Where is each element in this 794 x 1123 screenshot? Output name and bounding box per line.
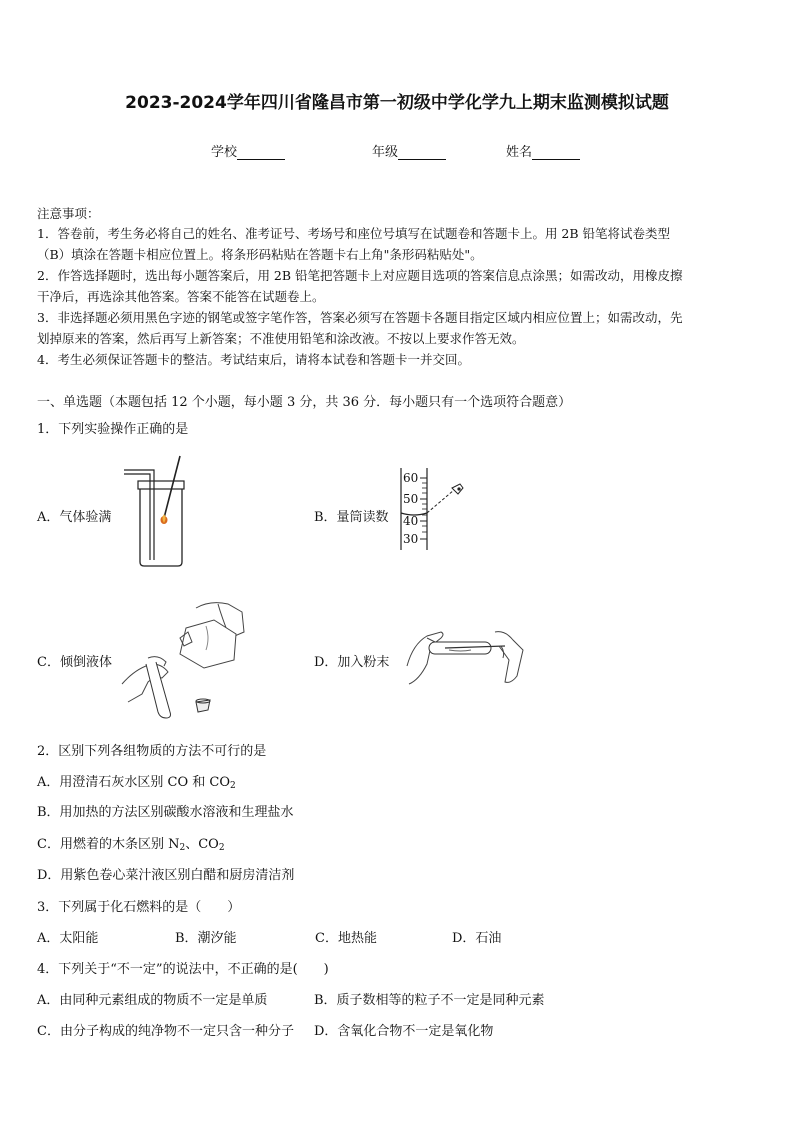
- q1-option-a: A．气体验满: [37, 510, 112, 525]
- notice-line: 2．作答选择题时，选出每小题答案后，用 2B 铅笔把答题卡上对应题目选项的答案信息点涂黑；如需改动，用橡皮擦: [37, 268, 683, 283]
- q1-stem: 1．下列实验操作正确的是: [37, 422, 189, 437]
- q2-option-c-text: C．用燃着的木条区别 N: [37, 837, 180, 852]
- notice-line: 划掉原来的答案，然后再写上新答案；不准使用铅笔和涂改液。不按以上要求作答无效。: [37, 331, 525, 346]
- notice-line: 1．答卷前，考生务必将自己的姓名、准考证号、考场号和座位号填写在试题卷和答题卡上。用 2B 铅笔将试卷类型: [37, 226, 671, 241]
- q4-option-a: A．由同种元素组成的物质不一定是单质: [37, 993, 268, 1008]
- section-heading: 一、单选题（本题包括 12 个小题，每小题 3 分，共 36 分．每小题只有一个选项符合题意）: [37, 395, 572, 410]
- q4-option-d: D．含氧化合物不一定是氧化物: [314, 1024, 494, 1039]
- q2-stem: 2．区别下列各组物质的方法不可行的是: [37, 744, 267, 759]
- q3-option-c: C．地热能: [315, 931, 377, 946]
- gas-bottle-figure: [120, 452, 200, 568]
- school-field: [211, 141, 285, 160]
- cylinder-tick-label: 40: [403, 514, 419, 528]
- q2-option-d: D．用紫色卷心菜汁液区别白醋和厨房清洁剂: [37, 868, 295, 883]
- q2-option-c-text2: 、CO: [185, 837, 219, 852]
- name-field: [506, 141, 580, 160]
- cylinder-tick-label: 30: [403, 532, 419, 546]
- exam-title: 2023-2024学年四川省隆昌市第一初级中学化学九上期末监测模拟试题: [125, 93, 669, 113]
- q3-option-b: B．潮汐能: [175, 931, 237, 946]
- q1-option-b: B．量筒读数: [314, 510, 389, 525]
- notice-line: 干净后，再选涂其他答案。答案不能答在试题卷上。: [37, 289, 325, 304]
- q1-option-c: C．倾倒液体: [37, 655, 112, 670]
- name-label: 姓名: [506, 145, 533, 160]
- grade-label: 年级: [372, 145, 399, 160]
- q2-option-a: [37, 771, 236, 791]
- cylinder-tick-label: 50: [403, 492, 419, 506]
- notice-line: （B）填涂在答题卡相应位置上。将条形码粘贴在答题卡右上角"条形码粘贴处"。: [37, 247, 483, 262]
- grade-blank: [398, 147, 446, 160]
- school-blank: [237, 147, 285, 160]
- q3-stem: 3．下列属于化石燃料的是（ ）: [37, 900, 241, 915]
- q4-option-c: C．由分子构成的纯净物不一定只含一种分子: [37, 1024, 294, 1039]
- subscript: 2: [230, 781, 236, 791]
- q4-option-b: B．质子数相等的粒子不一定是同种元素: [314, 993, 545, 1008]
- pouring-liquid-figure: [118, 598, 248, 720]
- notice-line: 4．考生必须保证答题卡的整洁。考试结束后，请将本试卷和答题卡一并交回。: [37, 352, 470, 367]
- cylinder-tick-label: 60: [403, 471, 419, 485]
- q4-stem: 4．下列关于“不一定”的说法中，不正确的是( ): [37, 962, 329, 977]
- notice-heading: 注意事项：: [37, 206, 100, 221]
- q1-option-d: D．加入粉末: [314, 655, 390, 670]
- name-blank: [532, 147, 580, 160]
- adding-powder-figure: [405, 624, 525, 688]
- notice-line: 3．非选择题必须用黑色字迹的钢笔或签字笔作答，答案必须写在答题卡各题目指定区域内相应位置上；如需改动，先: [37, 310, 683, 325]
- q2-option-b: B．用加热的方法区别碳酸水溶液和生理盐水: [37, 805, 294, 820]
- q3-option-a: A．太阳能: [37, 931, 99, 946]
- q3-option-d: D．石油: [452, 931, 502, 946]
- q2-option-a-text: A．用澄清石灰水区别 CO 和 CO: [37, 775, 230, 790]
- school-label: 学校: [211, 145, 238, 160]
- q2-option-c: [37, 833, 225, 853]
- subscript: 2: [179, 843, 186, 853]
- subscript: 2: [218, 843, 225, 853]
- grade-field: [372, 141, 446, 160]
